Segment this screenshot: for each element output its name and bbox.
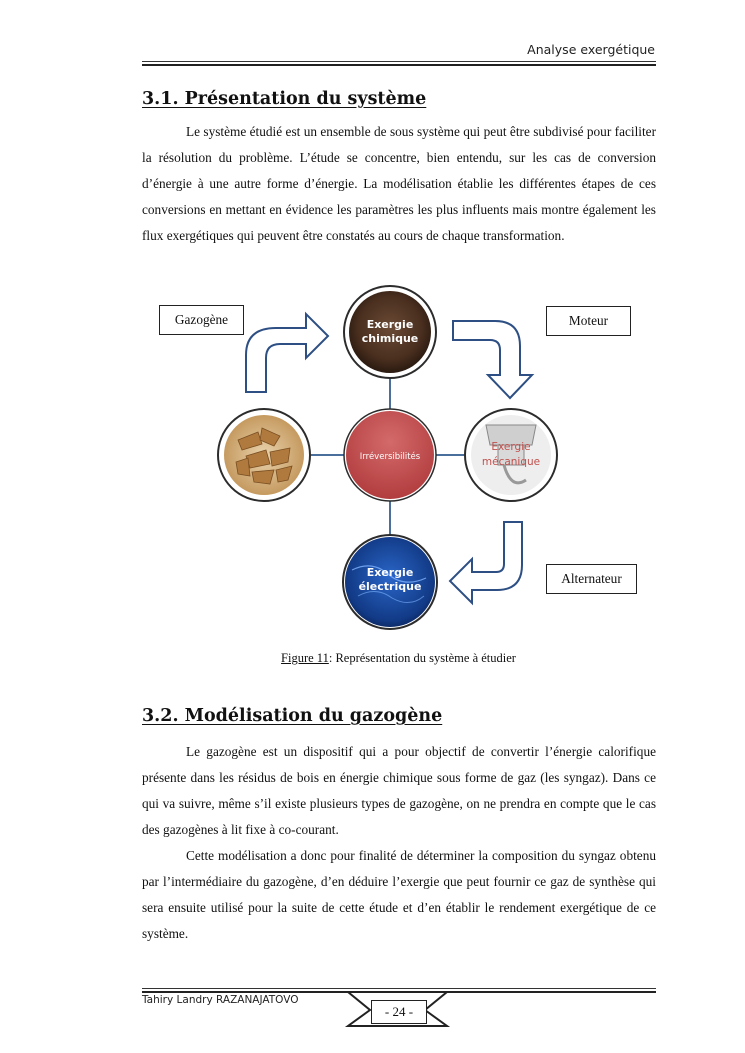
node-mecanique-line1: Exergie — [491, 441, 531, 453]
flow-arrow-chimique-to-moteur — [453, 321, 532, 398]
figure-caption-text: : Représentation du système à étudier — [328, 651, 516, 665]
node-exergie-electrique — [343, 535, 437, 629]
label-gazogene: Gazogène — [159, 305, 244, 335]
node-center-label: Irréversibilités — [359, 452, 421, 462]
paragraph-gazogene-1 — [142, 739, 656, 843]
paragraph-text: Le système étudié est un ensemble de sous système qui peut être subdivisé pour faciliter la résolution du problème. L’étude se concentre, bien entendu, sur les cas de conversion d’énergie à une autre forme d’énergie. La modélisation établie les différentes étapes de ces conversions en mettant en évidence les paramètres les plus influents mais montre également les flux exergétiques qui peuvent être constatés au cours de chaque transformation. — [142, 124, 656, 243]
node-exergie-mecanique — [465, 409, 557, 501]
figure-caption-label: Figure 11 — [281, 651, 329, 665]
section-heading-modelisation: 3.2. Modélisation du gazogène — [142, 706, 443, 726]
flow-arrow-moteur-to-electrique — [450, 522, 522, 603]
node-electrique-line2: électrique — [358, 580, 422, 593]
label-moteur: Moteur — [546, 306, 631, 336]
node-irreversibilites — [344, 409, 436, 501]
label-alternateur: Alternateur — [546, 564, 637, 594]
node-electrique-line1: Exergie — [366, 566, 414, 579]
paragraph-text: Le gazogène est un dispositif qui a pour objectif de convertir l’énergie calorifique présente dans les résidus de bois en énergie chimique sous forme de gaz (les syngaz). Dans ce qui va suivre, même s’il existe plusieurs types de gazogène, on ne prendra en compte que le cas des gazogènes à lit fixe à co-courant. — [142, 744, 656, 837]
running-header: Analyse exergétique — [527, 42, 655, 57]
flow-arrow-gazogene-to-chimique — [246, 314, 328, 392]
page-number: - 24 - — [371, 1000, 427, 1024]
node-wood-chips-image — [218, 409, 310, 501]
section-heading-presentation: 3.1. Présentation du système — [142, 89, 427, 109]
node-mecanique-line2: mécanique — [481, 456, 541, 468]
node-chimique-line1: Exergie — [366, 318, 414, 331]
paragraph-gazogene-2 — [142, 843, 656, 947]
figure-caption — [0, 651, 745, 666]
node-chimique-line2: chimique — [361, 332, 419, 345]
footer-author: Tahiry Landry RAZANAJATOVO — [142, 994, 299, 1006]
paragraph-text: Cette modélisation a donc pour finalité de déterminer la composition du syngaz obtenu par l’intermédiaire du gazogène, d’en déduire l’exergie que peut fournir ce gaz de synthèse qui sera ensuite utilisé pour la suite de cette étude et d’en établir le rendement exergétique de ce système. — [142, 848, 656, 941]
node-exergie-chimique — [344, 286, 436, 378]
